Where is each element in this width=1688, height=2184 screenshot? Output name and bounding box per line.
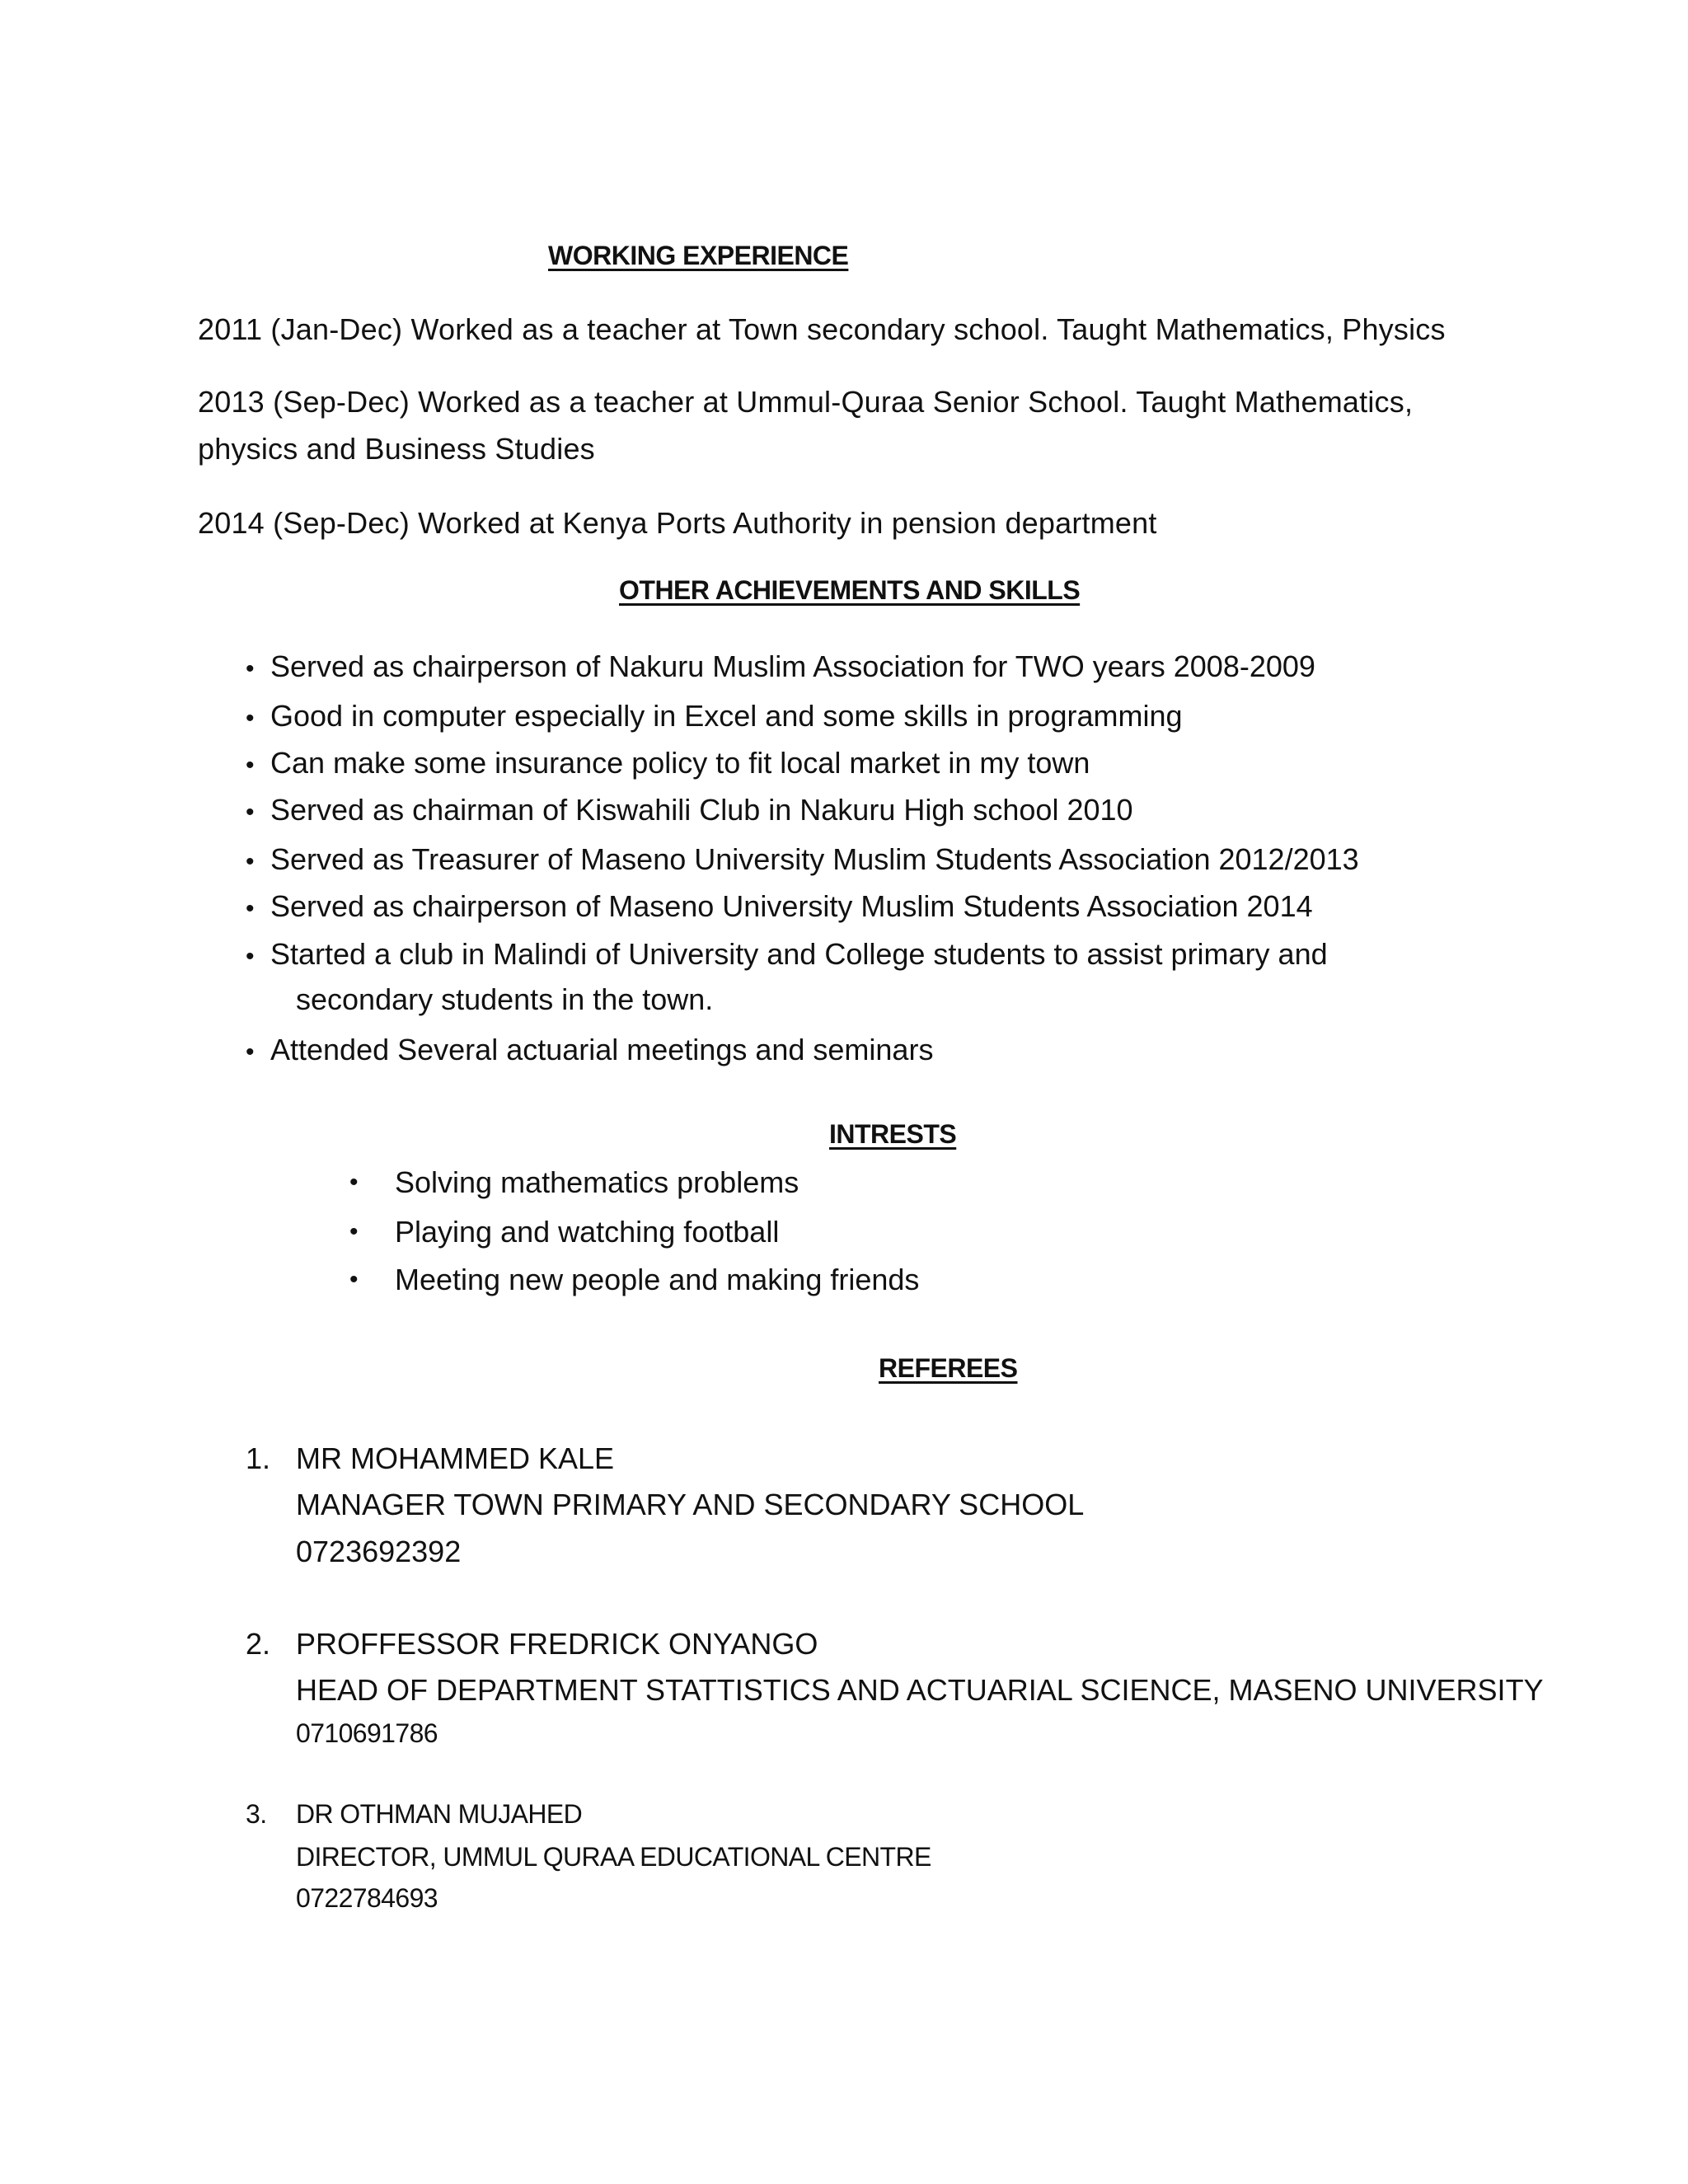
working-experience-heading: WORKING EXPERIENCE xyxy=(548,241,849,270)
experience-entry: 2014 (Sep-Dec) Worked at Kenya Ports Authority in pension department xyxy=(198,506,1157,540)
interest-item: Playing and watching football xyxy=(395,1215,780,1249)
achievement-continuation: secondary students in the town. xyxy=(296,982,714,1016)
experience-entry-continuation: physics and Business Studies xyxy=(198,432,595,466)
bullet-icon: • xyxy=(246,752,255,779)
achievement-text: Good in computer especially in Excel and some skills in programming xyxy=(270,699,1183,733)
bullet-icon: • xyxy=(349,1169,359,1196)
referee-title: HEAD OF DEPARTMENT STATTISTICS AND ACTUARIAL SCIENCE, MASENO UNIVERSITY xyxy=(296,1673,1544,1707)
achievement-text: Served as chairperson of Nakuru Muslim Association for TWO years 2008-2009 xyxy=(270,649,1315,683)
achievement-item xyxy=(246,937,1328,972)
referee-title: DIRECTOR, UMMUL QURAA EDUCATIONAL CENTRE xyxy=(296,1842,931,1872)
interest-item: Meeting new people and making friends xyxy=(395,1263,920,1296)
achievement-item xyxy=(246,889,1313,924)
referee-name: MR MOHAMMED KALE xyxy=(296,1441,615,1475)
referee-title: MANAGER TOWN PRIMARY AND SECONDARY SCHOOL xyxy=(296,1488,1085,1521)
bullet-icon: • xyxy=(246,655,255,682)
bullet-icon: • xyxy=(246,1038,255,1066)
bullet-icon: • xyxy=(246,848,255,875)
referee-phone: 0722784693 xyxy=(296,1883,438,1913)
achievement-item xyxy=(246,842,1359,877)
experience-entry: 2011 (Jan-Dec) Worked as a teacher at Town secondary school. Taught Mathematics, Physics xyxy=(198,312,1446,346)
bullet-icon: • xyxy=(349,1266,359,1293)
bullet-icon: • xyxy=(246,705,255,732)
referee-number: 2. xyxy=(246,1627,271,1661)
achievement-text: Served as Treasurer of Maseno University Muslim Students Association 2012/2013 xyxy=(270,842,1359,876)
referee-number: 1. xyxy=(246,1441,271,1475)
referee-phone: 0723692392 xyxy=(296,1535,462,1568)
achievement-item xyxy=(246,746,1090,780)
experience-entry: 2013 (Sep-Dec) Worked as a teacher at Ummul-Quraa Senior School. Taught Mathematics, xyxy=(198,385,1414,419)
achievement-text: Served as chairman of Kiswahili Club in Nakuru High school 2010 xyxy=(270,793,1133,827)
bullet-icon: • xyxy=(246,799,255,826)
referee-number: 3. xyxy=(246,1799,267,1829)
achievement-text: Can make some insurance policy to fit local market in my town xyxy=(270,746,1090,780)
achievement-item xyxy=(246,699,1183,733)
bullet-icon: • xyxy=(349,1218,359,1245)
referees-heading: REFEREES xyxy=(879,1353,1018,1383)
achievements-heading: OTHER ACHIEVEMENTS AND SKILLS xyxy=(619,575,1081,605)
referee-name: DR OTHMAN MUJAHED xyxy=(296,1799,583,1829)
interests-heading: INTRESTS xyxy=(829,1119,957,1149)
achievement-text: Attended Several actuarial meetings and seminars xyxy=(270,1033,934,1066)
achievement-item xyxy=(246,793,1133,827)
achievement-item xyxy=(246,1033,933,1067)
achievement-text: Served as chairperson of Maseno University Muslim Students Association 2014 xyxy=(270,889,1313,923)
achievement-item xyxy=(246,649,1315,684)
interest-item: Solving mathematics problems xyxy=(395,1165,799,1199)
bullet-icon: • xyxy=(246,943,255,970)
referee-name: PROFFESSOR FREDRICK ONYANGO xyxy=(296,1627,818,1661)
referee-phone: 0710691786 xyxy=(296,1718,438,1748)
bullet-icon: • xyxy=(246,895,255,922)
achievement-text: Started a club in Malindi of University and College students to assist primary and xyxy=(270,937,1328,971)
